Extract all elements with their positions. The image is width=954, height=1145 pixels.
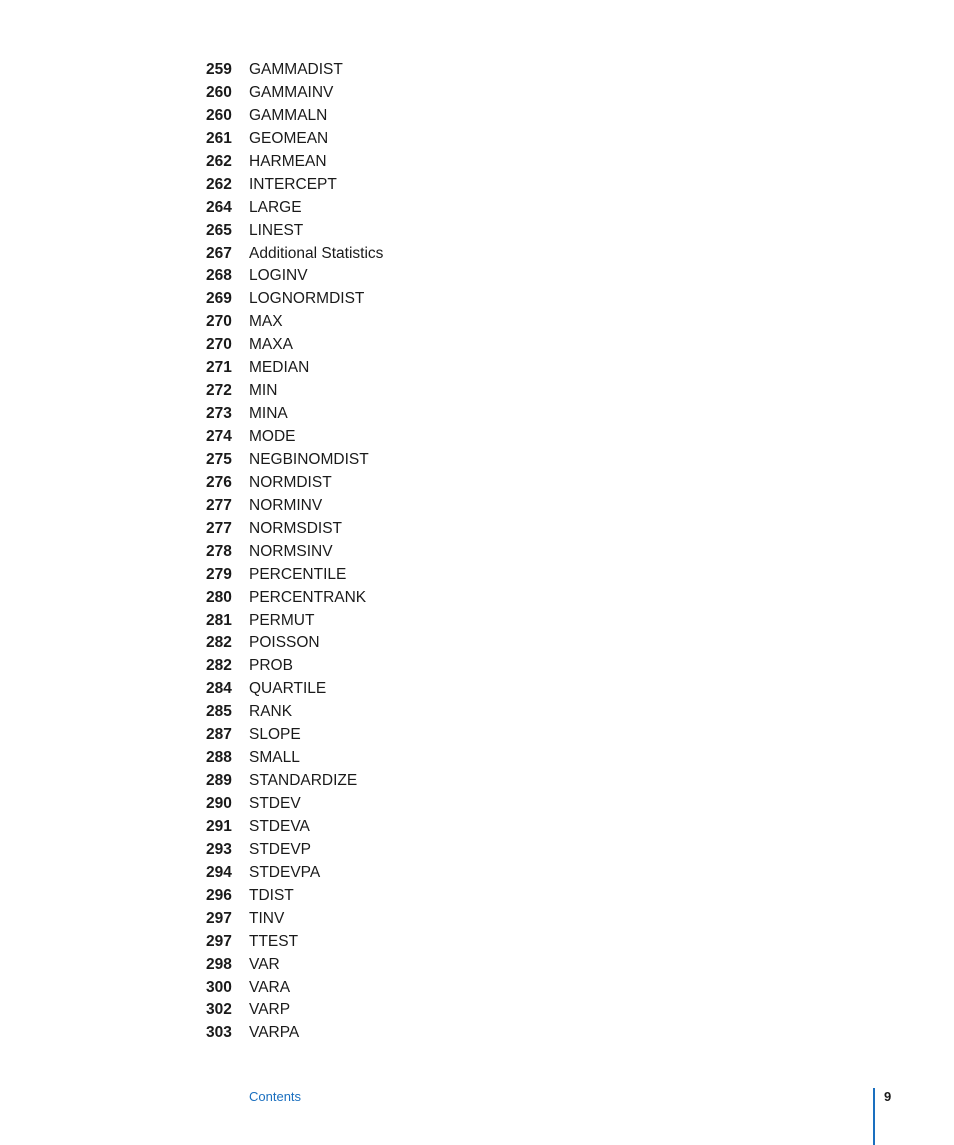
toc-page-number: 303	[206, 1024, 232, 1042]
toc-entry-title: VARA	[249, 978, 291, 996]
toc-page-number: 260	[206, 83, 232, 101]
toc-entry-title: SMALL	[249, 749, 300, 767]
toc-page-number: 278	[206, 542, 232, 560]
toc-entry[interactable]	[0, 518, 954, 541]
toc-entry-title: LINEST	[249, 221, 304, 239]
toc-entry[interactable]	[0, 724, 954, 747]
toc-entry-title: QUARTILE	[249, 680, 327, 698]
toc-entry[interactable]	[0, 151, 954, 174]
toc-entry[interactable]	[0, 380, 954, 403]
toc-page-number: 300	[206, 978, 232, 996]
toc-entry[interactable]	[0, 862, 954, 885]
toc-entry-title: NEGBINOMDIST	[249, 450, 369, 468]
toc-page-number: 261	[206, 129, 232, 147]
toc-entry[interactable]	[0, 747, 954, 770]
toc-page-number: 272	[206, 382, 232, 400]
footer-page-number: 9	[884, 1089, 892, 1104]
toc-entry[interactable]	[0, 541, 954, 564]
toc-entry[interactable]	[0, 885, 954, 908]
toc-entry[interactable]	[0, 839, 954, 862]
footer-divider	[873, 1088, 875, 1145]
toc-entry-title: STANDARDIZE	[249, 772, 358, 790]
toc-entry-title: PERCENTRANK	[249, 588, 367, 606]
toc-entry[interactable]	[0, 931, 954, 954]
toc-entry[interactable]	[0, 449, 954, 472]
toc-entry[interactable]	[0, 587, 954, 610]
toc-entry-title: MIN	[249, 382, 278, 400]
toc-page-number: 290	[206, 795, 232, 812]
toc-page-number: 298	[206, 955, 232, 973]
toc-page-number: 288	[206, 749, 232, 767]
toc-page-number: 289	[206, 772, 232, 790]
toc-entry-title: MODE	[249, 428, 296, 445]
toc-page-number: 285	[206, 703, 232, 721]
toc-page-number: 284	[206, 680, 232, 698]
toc-entry[interactable]	[0, 243, 954, 266]
toc-entry-title: MEDIAN	[249, 359, 310, 377]
toc-entry-title: STDEVP	[249, 840, 312, 858]
toc-page-number: 302	[206, 1001, 232, 1019]
toc-page-number: 262	[206, 152, 232, 170]
toc-entry[interactable]	[0, 220, 954, 243]
toc-entry-title: MAX	[249, 313, 283, 331]
toc-page-number: 276	[206, 473, 232, 491]
toc-entry-title: VARP	[249, 1001, 291, 1019]
toc-page-number: 282	[206, 657, 232, 675]
toc-entry-title: STDEVPA	[249, 863, 321, 881]
toc-entry[interactable]	[0, 311, 954, 334]
toc-entry-title: TDIST	[249, 886, 294, 904]
footer-section-label: Contents	[249, 1089, 302, 1104]
toc-page-number: 281	[206, 611, 232, 629]
toc-page-number: 293	[206, 840, 232, 858]
toc-entry[interactable]	[0, 426, 954, 449]
toc-entry[interactable]	[0, 197, 954, 220]
toc-page-number: 282	[206, 634, 232, 652]
toc-page-number: 268	[206, 267, 232, 285]
toc-entry-title: POISSON	[249, 634, 320, 652]
toc-entry-title: LOGNORMDIST	[249, 290, 365, 308]
toc-entry-title: VARPA	[249, 1024, 300, 1042]
toc-entry-title: PERMUT	[249, 611, 315, 629]
toc-entry-title: MAXA	[249, 336, 293, 354]
toc-entry[interactable]	[0, 655, 954, 678]
toc-entry[interactable]	[0, 128, 954, 151]
toc-page-number: 296	[206, 886, 232, 904]
toc-entry[interactable]	[0, 908, 954, 931]
toc-page-number: 269	[206, 290, 232, 308]
toc-entry[interactable]	[0, 334, 954, 357]
toc-entry[interactable]	[0, 105, 954, 128]
toc-entry-title: INTERCEPT	[249, 175, 337, 193]
toc-page-number: 259	[206, 61, 232, 78]
toc-page-number: 265	[206, 221, 232, 239]
toc-entry[interactable]	[0, 82, 954, 105]
toc-entry[interactable]	[0, 174, 954, 197]
toc-entry[interactable]	[0, 999, 954, 1022]
toc-entry-title: STDEVA	[249, 817, 310, 835]
toc-entry-title: SLOPE	[249, 726, 301, 744]
toc-page-number: 294	[206, 863, 232, 881]
toc-entry[interactable]	[0, 770, 954, 793]
toc-entry[interactable]	[0, 265, 954, 288]
toc-entry-title: TINV	[249, 909, 285, 927]
toc-page-number: 279	[206, 565, 232, 583]
toc-entry-title: NORMINV	[249, 496, 323, 514]
toc-entry[interactable]	[0, 472, 954, 495]
toc-entry-title: GEOMEAN	[249, 129, 329, 147]
toc-entry[interactable]	[0, 403, 954, 426]
toc-entry-title: TTEST	[249, 932, 299, 950]
toc-entry-title: LARGE	[249, 198, 302, 216]
toc-entry[interactable]	[0, 1022, 954, 1045]
toc-page-number: 264	[206, 198, 232, 216]
toc-page-number: 260	[206, 106, 232, 124]
toc-entry-title: PERCENTILE	[249, 565, 347, 583]
toc-page-number: 271	[206, 359, 232, 377]
toc-entry-title: GAMMADIST	[249, 61, 343, 78]
toc-entry[interactable]	[0, 632, 954, 655]
toc-page-number: 270	[206, 336, 232, 354]
toc-page-number: 277	[206, 519, 232, 537]
toc-entry[interactable]	[0, 793, 954, 816]
toc-entry[interactable]	[0, 701, 954, 724]
toc-entry-title: MINA	[249, 405, 288, 423]
toc-page-number: 275	[206, 450, 232, 468]
toc-entry-title: GAMMALN	[249, 106, 328, 124]
toc-page-number: 277	[206, 496, 232, 514]
toc-entry-title: NORMSDIST	[249, 519, 342, 537]
toc-entry[interactable]	[0, 977, 954, 1000]
toc-entry[interactable]	[0, 678, 954, 701]
toc-page-number: 270	[206, 313, 232, 331]
toc-entry[interactable]	[0, 495, 954, 518]
toc-entry[interactable]	[0, 59, 954, 82]
toc-entry[interactable]	[0, 954, 954, 977]
toc-entry-title: NORMSINV	[249, 542, 333, 560]
toc-entry[interactable]	[0, 357, 954, 380]
toc-page-number: 267	[206, 244, 232, 262]
toc-entry-title: LOGINV	[249, 267, 308, 285]
toc-entry-title: STDEV	[249, 795, 301, 812]
toc-entry-title: NORMDIST	[249, 473, 332, 491]
toc-entry[interactable]	[0, 610, 954, 633]
toc-page-number: 297	[206, 909, 232, 927]
toc-entry-title: Additional Statistics	[249, 244, 384, 262]
toc-page-number: 280	[206, 588, 232, 606]
toc-page-number: 274	[206, 428, 232, 445]
toc-entry[interactable]	[0, 288, 954, 311]
toc-page-number: 273	[206, 405, 232, 423]
toc-entry[interactable]	[0, 564, 954, 587]
toc-page-number: 287	[206, 726, 232, 744]
table-of-contents	[0, 59, 954, 1045]
toc-entry-title: HARMEAN	[249, 152, 327, 170]
toc-entry[interactable]	[0, 816, 954, 839]
toc-entry-title: GAMMAINV	[249, 83, 334, 101]
toc-entry-title: PROB	[249, 657, 293, 675]
toc-page-number: 291	[206, 817, 232, 835]
toc-page-number: 297	[206, 932, 232, 950]
toc-page-number: 262	[206, 175, 232, 193]
toc-entry-title: RANK	[249, 703, 293, 721]
toc-entry-title: VAR	[249, 955, 280, 973]
